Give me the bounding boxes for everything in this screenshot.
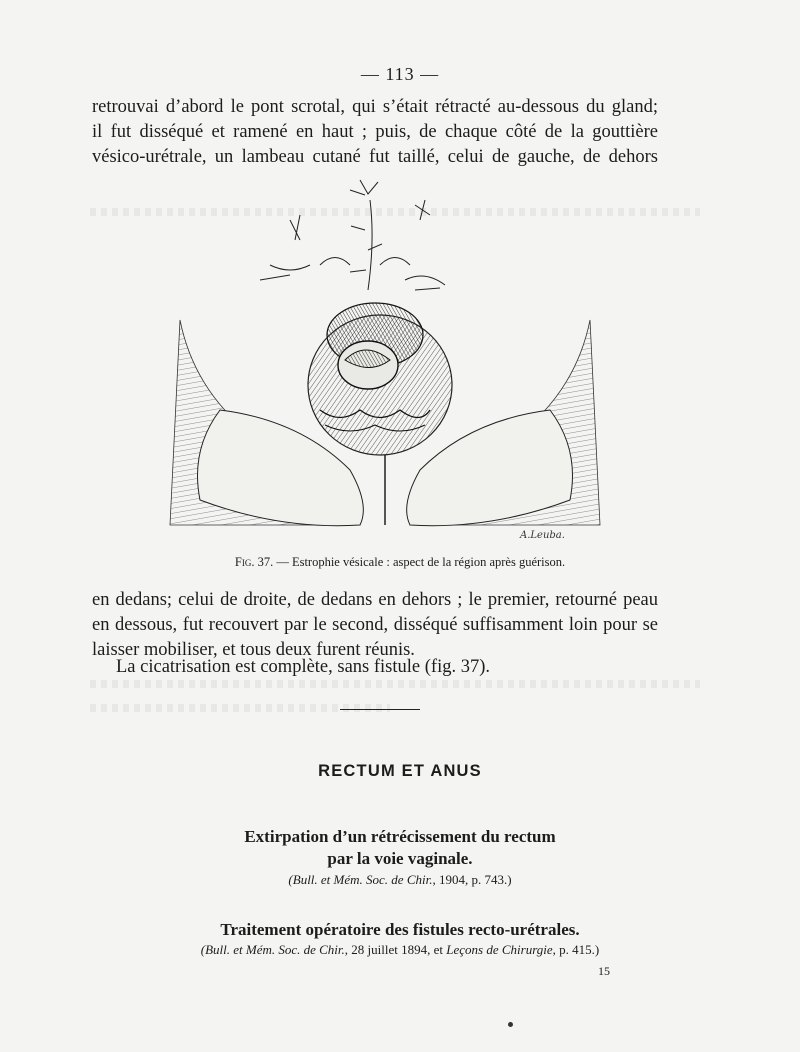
entry-reference [0,872,800,888]
bleed-through [90,680,700,688]
reference-detail: , 28 juillet 1894, et [344,942,447,957]
figure-caption [0,555,800,570]
paragraph-bottom [92,588,658,663]
text-line: il fut disséqué et ramené en haut ; puis, de chaque côté de la gouttière [92,122,658,142]
reference-detail: , p. 415.) [552,942,600,957]
section-divider [340,709,420,710]
entry-heading: Traitement opératoire des fistules recto-urétrales. [220,920,580,939]
artist-signature: A.Leuba. [520,530,565,541]
figure-label: Fig. 37. [234,555,274,569]
text-line: en dessous, fut recouvert par le second, disséqué suffisamment loin pour se [92,615,658,635]
reference-source: (Bull. et Mém. Soc. de Chir. [200,942,345,957]
bleed-through [90,704,390,712]
figure-caption-text: — Estrophie vésicale : aspect de la région après guérison. [273,555,566,569]
ink-speck [508,1022,513,1027]
entry-reference [0,942,800,958]
page-number: — 113 — [360,64,440,84]
text-line: en dedans; celui de droite, de dedans en dehors ; le premier, retourné peau [92,590,658,610]
paragraph-top [92,95,658,170]
hair-strokes [260,180,445,290]
text-line: vésico-urétrale, un lambeau cutané fut taillé, celui de gauche, de dehors [92,147,658,167]
section-title: RECTUM ET ANUS [318,762,482,780]
entry-heading: Extirpation d’un rétrécissement du rectum [244,827,556,846]
text-line: retrouvai d’abord le pont scrotal, qui s’était rétracté au-dessous du gland; [92,97,658,117]
reference-source: Leçons de Chirurgie [446,942,553,957]
figure-illustration [160,170,610,540]
text-line: laisser mobiliser, et tous deux furent réunis. [92,640,415,660]
reference-detail: , 1904, p. 743.) [432,872,512,887]
sheet-number: 15 [598,964,610,978]
reference-source: (Bull. et Mém. Soc. de Chir. [288,872,433,887]
closing-line: La cicatrisation est complète, sans fistule (fig. 37). [116,657,490,677]
entry-heading: par la voie vaginale. [327,849,473,868]
